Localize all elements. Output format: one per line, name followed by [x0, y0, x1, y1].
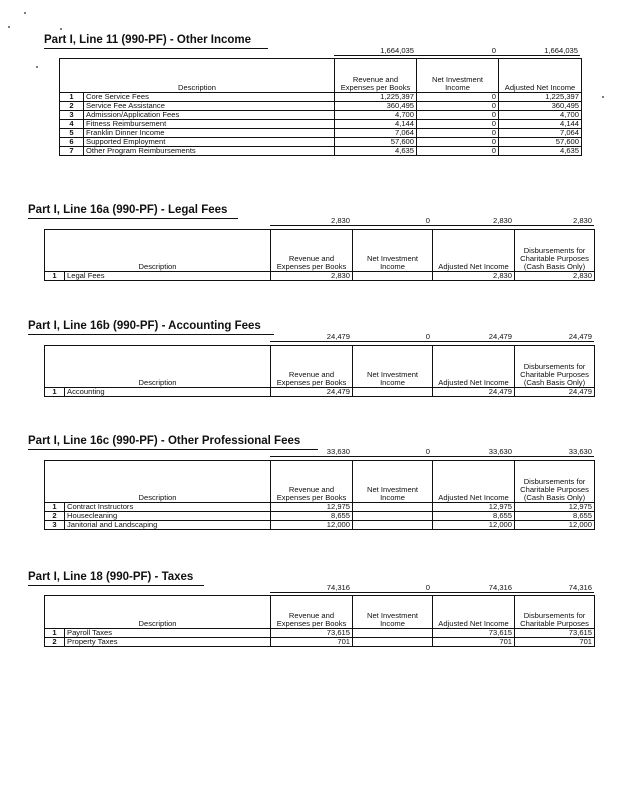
table-taxes: [44, 595, 595, 647]
header-adjusted-net: Adjusted Net Income: [433, 230, 515, 272]
total-adjusted: 24,479: [432, 333, 514, 341]
row-revenue: 2,830: [271, 272, 353, 281]
total-revenue: 74,316: [270, 584, 352, 592]
total-net-investment: 0: [352, 217, 432, 225]
table-row: [60, 128, 582, 137]
total-revenue: 1,664,035: [334, 47, 416, 55]
row-adjusted: 57,600: [499, 137, 582, 146]
line-number: 1: [45, 503, 65, 512]
table-row: [45, 511, 595, 520]
table-row: [60, 119, 582, 128]
total-revenue: 24,479: [270, 333, 352, 341]
row-net-investment: 0: [417, 110, 499, 119]
header-net-investment: Net Investment Income: [417, 59, 499, 93]
table-row: [45, 629, 595, 638]
total-net-investment: 0: [352, 333, 432, 341]
row-adjusted: 1,225,397: [499, 93, 582, 102]
line-number: 5: [60, 128, 84, 137]
section-rule: [28, 334, 274, 335]
row-revenue: 57,600: [335, 137, 417, 146]
total-net-investment: 0: [352, 448, 432, 456]
total-adjusted: 2,830: [432, 217, 514, 225]
table-legal-fees: [44, 229, 595, 281]
total-net-investment: 0: [352, 584, 432, 592]
row-description: Supported Employment: [84, 137, 335, 146]
section-rule: [44, 48, 268, 49]
header-description: Description: [60, 59, 335, 93]
row-revenue: 73,615: [271, 629, 353, 638]
header-description: Description: [45, 596, 271, 629]
line-number: 4: [60, 119, 84, 128]
table-other-income: [59, 58, 582, 156]
header-description: Description: [45, 461, 271, 503]
table-row: [60, 110, 582, 119]
row-net-investment: 0: [417, 146, 499, 155]
row-description: Other Program Reimbursements: [84, 146, 335, 155]
table-row: [60, 101, 582, 110]
header-disbursements: Disbursements for Charitable Purposes (Cash Basis Only): [515, 461, 595, 503]
scan-speck: [60, 28, 62, 30]
row-net-investment: 0: [417, 101, 499, 110]
row-net-investment: [353, 388, 433, 397]
header-description: Description: [45, 346, 271, 388]
line-number: 2: [60, 101, 84, 110]
header-disbursements: Disbursements for Charitable Purposes: [515, 596, 595, 629]
row-adjusted: 4,635: [499, 146, 582, 155]
table-row: [60, 93, 582, 102]
header-disbursements: Disbursements for Charitable Purposes (Cash Basis Only): [515, 230, 595, 272]
total-net-investment: 0: [416, 47, 498, 55]
table-row: [45, 272, 595, 281]
row-description: Franklin Dinner Income: [84, 128, 335, 137]
total-disbursements: 74,316: [514, 584, 594, 592]
header-net-investment: Net Investment Income: [353, 230, 433, 272]
section-title-taxes: Part I, Line 18 (990-PF) - Taxes: [28, 571, 194, 583]
total-revenue: 33,630: [270, 448, 352, 456]
row-net-investment: [353, 637, 433, 646]
row-disbursements: 8,655: [515, 511, 595, 520]
totals-row-taxes: [270, 584, 594, 593]
row-revenue: 12,975: [271, 503, 353, 512]
row-description: Fitness Reimbursement: [84, 119, 335, 128]
scan-speck: [602, 96, 604, 98]
table-row: [45, 503, 595, 512]
section-title-other-income: Part I, Line 11 (990-PF) - Other Income: [44, 34, 252, 46]
row-adjusted: 73,615: [433, 629, 515, 638]
row-description: Contract Instructors: [65, 503, 271, 512]
line-number: 1: [45, 629, 65, 638]
row-description: Service Fee Assistance: [84, 101, 335, 110]
row-net-investment: [353, 520, 433, 529]
row-revenue: 12,000: [271, 520, 353, 529]
row-revenue: 4,144: [335, 119, 417, 128]
header-revenue: Revenue and Expenses per Books: [271, 230, 353, 272]
table-row: [45, 520, 595, 529]
table-row: [45, 388, 595, 397]
total-disbursements: 2,830: [514, 217, 594, 225]
header-revenue: Revenue and Expenses per Books: [271, 461, 353, 503]
table-row: [45, 637, 595, 646]
row-description: Core Service Fees: [84, 93, 335, 102]
row-description: Payroll Taxes: [65, 629, 271, 638]
row-disbursements: 701: [515, 637, 595, 646]
header-description: Description: [45, 230, 271, 272]
totals-row-legal-fees: [270, 217, 594, 226]
line-number: 1: [60, 93, 84, 102]
header-adjusted-net: Adjusted Net Income: [433, 461, 515, 503]
row-revenue: 8,655: [271, 511, 353, 520]
row-description: Legal Fees: [65, 272, 271, 281]
table-row: [60, 137, 582, 146]
header-adjusted-net: Adjusted Net Income: [499, 59, 582, 93]
row-revenue: 4,635: [335, 146, 417, 155]
row-net-investment: 0: [417, 93, 499, 102]
row-adjusted: 360,495: [499, 101, 582, 110]
scan-speck: [36, 66, 38, 68]
row-adjusted: 12,975: [433, 503, 515, 512]
total-disbursements: 33,630: [514, 448, 594, 456]
row-disbursements: 12,975: [515, 503, 595, 512]
row-net-investment: 0: [417, 119, 499, 128]
header-net-investment: Net Investment Income: [353, 596, 433, 629]
row-disbursements: 73,615: [515, 629, 595, 638]
header-net-investment: Net Investment Income: [353, 461, 433, 503]
header-revenue: Revenue and Expenses per Books: [271, 346, 353, 388]
row-adjusted: 4,700: [499, 110, 582, 119]
row-revenue: 701: [271, 637, 353, 646]
total-adjusted: 33,630: [432, 448, 514, 456]
line-number: 1: [45, 272, 65, 281]
header-adjusted-net: Adjusted Net Income: [433, 346, 515, 388]
row-revenue: 1,225,397: [335, 93, 417, 102]
row-adjusted: 7,064: [499, 128, 582, 137]
section-title-accounting-fees: Part I, Line 16b (990-PF) - Accounting Fees: [28, 320, 261, 332]
totals-row-accounting-fees: [270, 333, 594, 342]
header-disbursements: Disbursements for Charitable Purposes (Cash Basis Only): [515, 346, 595, 388]
row-adjusted: 24,479: [433, 388, 515, 397]
row-description: Accounting: [65, 388, 271, 397]
row-net-investment: 0: [417, 137, 499, 146]
line-number: 7: [60, 146, 84, 155]
total-revenue: 2,830: [270, 217, 352, 225]
row-description: Housecleaning: [65, 511, 271, 520]
table-row: [60, 146, 582, 155]
section-title-legal-fees: Part I, Line 16a (990-PF) - Legal Fees: [28, 204, 228, 216]
row-net-investment: [353, 503, 433, 512]
total-disbursements: 24,479: [514, 333, 594, 341]
row-revenue: 24,479: [271, 388, 353, 397]
row-net-investment: 0: [417, 128, 499, 137]
scan-speck: [8, 26, 10, 28]
totals-row-professional-fees: [270, 448, 594, 457]
section-rule: [28, 218, 238, 219]
row-adjusted: 4,144: [499, 119, 582, 128]
row-description: Property Taxes: [65, 637, 271, 646]
table-accounting-fees: [44, 345, 595, 397]
line-number: 1: [45, 388, 65, 397]
line-number: 2: [45, 637, 65, 646]
row-disbursements: 12,000: [515, 520, 595, 529]
row-adjusted: 12,000: [433, 520, 515, 529]
header-adjusted-net: Adjusted Net Income: [433, 596, 515, 629]
row-adjusted: 701: [433, 637, 515, 646]
header-net-investment: Net Investment Income: [353, 346, 433, 388]
row-description: Janitorial and Landscaping: [65, 520, 271, 529]
row-adjusted: 8,655: [433, 511, 515, 520]
row-net-investment: [353, 272, 433, 281]
row-disbursements: 24,479: [515, 388, 595, 397]
row-description: Admission/Application Fees: [84, 110, 335, 119]
line-number: 3: [45, 520, 65, 529]
table-professional-fees: [44, 460, 595, 530]
section-title-professional-fees: Part I, Line 16c (990-PF) - Other Professional Fees: [28, 435, 301, 447]
total-adjusted: 74,316: [432, 584, 514, 592]
header-revenue: Revenue and Expenses per Books: [271, 596, 353, 629]
row-disbursements: 2,830: [515, 272, 595, 281]
row-revenue: 360,495: [335, 101, 417, 110]
row-net-investment: [353, 629, 433, 638]
row-adjusted: 2,830: [433, 272, 515, 281]
line-number: 6: [60, 137, 84, 146]
section-rule: [28, 585, 204, 586]
totals-row-other-income: [334, 47, 580, 56]
header-revenue: Revenue and Expenses per Books: [335, 59, 417, 93]
scan-speck: [24, 12, 26, 14]
row-net-investment: [353, 511, 433, 520]
total-adjusted: 1,664,035: [498, 47, 580, 55]
line-number: 3: [60, 110, 84, 119]
row-revenue: 4,700: [335, 110, 417, 119]
line-number: 2: [45, 511, 65, 520]
row-revenue: 7,064: [335, 128, 417, 137]
